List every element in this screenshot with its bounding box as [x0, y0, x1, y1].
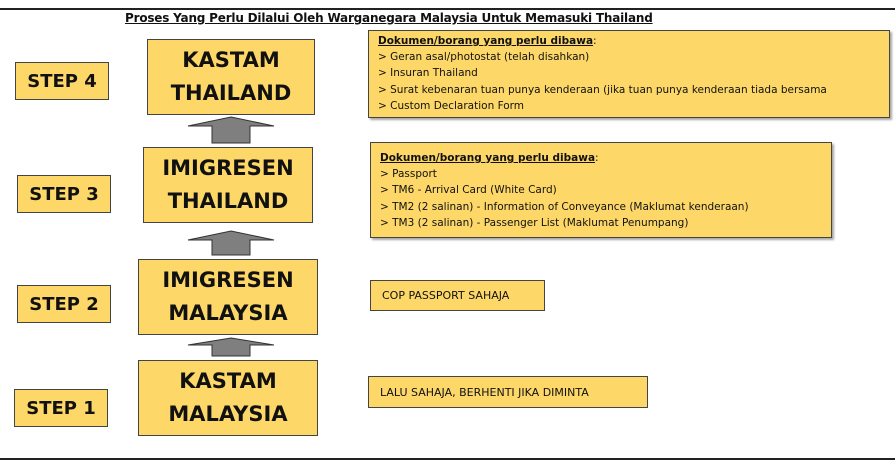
step-1-label: STEP 1: [14, 389, 108, 427]
stage-line2: THAILAND: [170, 81, 292, 105]
up-arrow-icon: [186, 230, 276, 256]
documents-header: Dokumen/borang yang perlu dibawa: [380, 152, 596, 164]
document-item: > Geran asal/photostat (telah disahkan): [378, 51, 590, 64]
step-3-label: STEP 3: [17, 175, 111, 213]
stage-line1: IMIGRESEN: [162, 156, 294, 180]
stage-line1: KASTAM: [182, 48, 280, 72]
stage-imigresen-malaysia: [138, 259, 318, 335]
up-arrow-icon: [186, 116, 276, 144]
stage-line1: KASTAM: [179, 369, 277, 393]
step-3-documents-box: Dokumen/borang yang perlu dibawa: > Passport > TM6 - Arrival Card (White Card) > TM2 (2 salinan) - Information of Conveyance (Maklumat kenderaan) > TM3 (2 salinan) - Passenger List (Maklumat Penumpang): [370, 142, 832, 238]
document-item: > TM6 - Arrival Card (White Card): [380, 184, 557, 197]
document-item: > Insuran Thailand: [378, 67, 478, 80]
document-item: > Custom Declaration Form: [378, 99, 525, 112]
step-1-note: LALU SAHAJA, BERHENTI JIKA DIMINTA: [368, 376, 648, 408]
diagram-title: Proses Yang Perlu Dilalui Oleh Warganegara Malaysia Untuk Memasuki Thailand: [125, 11, 653, 25]
top-border: [0, 8, 895, 10]
stage-line2: THAILAND: [167, 189, 289, 213]
up-arrow-icon: [186, 337, 276, 357]
step-2-label: STEP 2: [17, 285, 111, 323]
document-item: > TM3 (2 salinan) - Passenger List (Maklumat Penumpang): [380, 216, 689, 229]
bottom-border: [0, 458, 895, 460]
step-4-label: STEP 4: [15, 62, 109, 100]
stage-line2: MALAYSIA: [168, 402, 288, 426]
step-4-documents-box: Dokumen/borang yang perlu dibawa: > Geran asal/photostat (telah disahkan) > Insuran Thailand > Surat kebenaran tuan punya kenderaan (jika tuan punya kenderaan tiada bersama > Custom Declaration Form: [368, 30, 890, 118]
step-2-note: COP PASSPORT SAHAJA: [370, 280, 545, 311]
stage-line1: IMIGRESEN: [162, 268, 294, 292]
documents-header: Dokumen/borang yang perlu dibawa: [378, 35, 594, 47]
stage-kastam-thailand: [147, 39, 315, 115]
stage-line2: MALAYSIA: [168, 301, 288, 325]
document-item: > TM2 (2 salinan) - Information of Conveyance (Maklumat kenderaan): [380, 200, 749, 213]
stage-imigresen-thailand: [143, 147, 313, 223]
stage-kastam-malaysia: [138, 360, 318, 436]
document-item: > Passport: [380, 168, 437, 181]
document-item: > Surat kebenaran tuan punya kenderaan (jika tuan punya kenderaan tiada bersama: [378, 83, 827, 96]
